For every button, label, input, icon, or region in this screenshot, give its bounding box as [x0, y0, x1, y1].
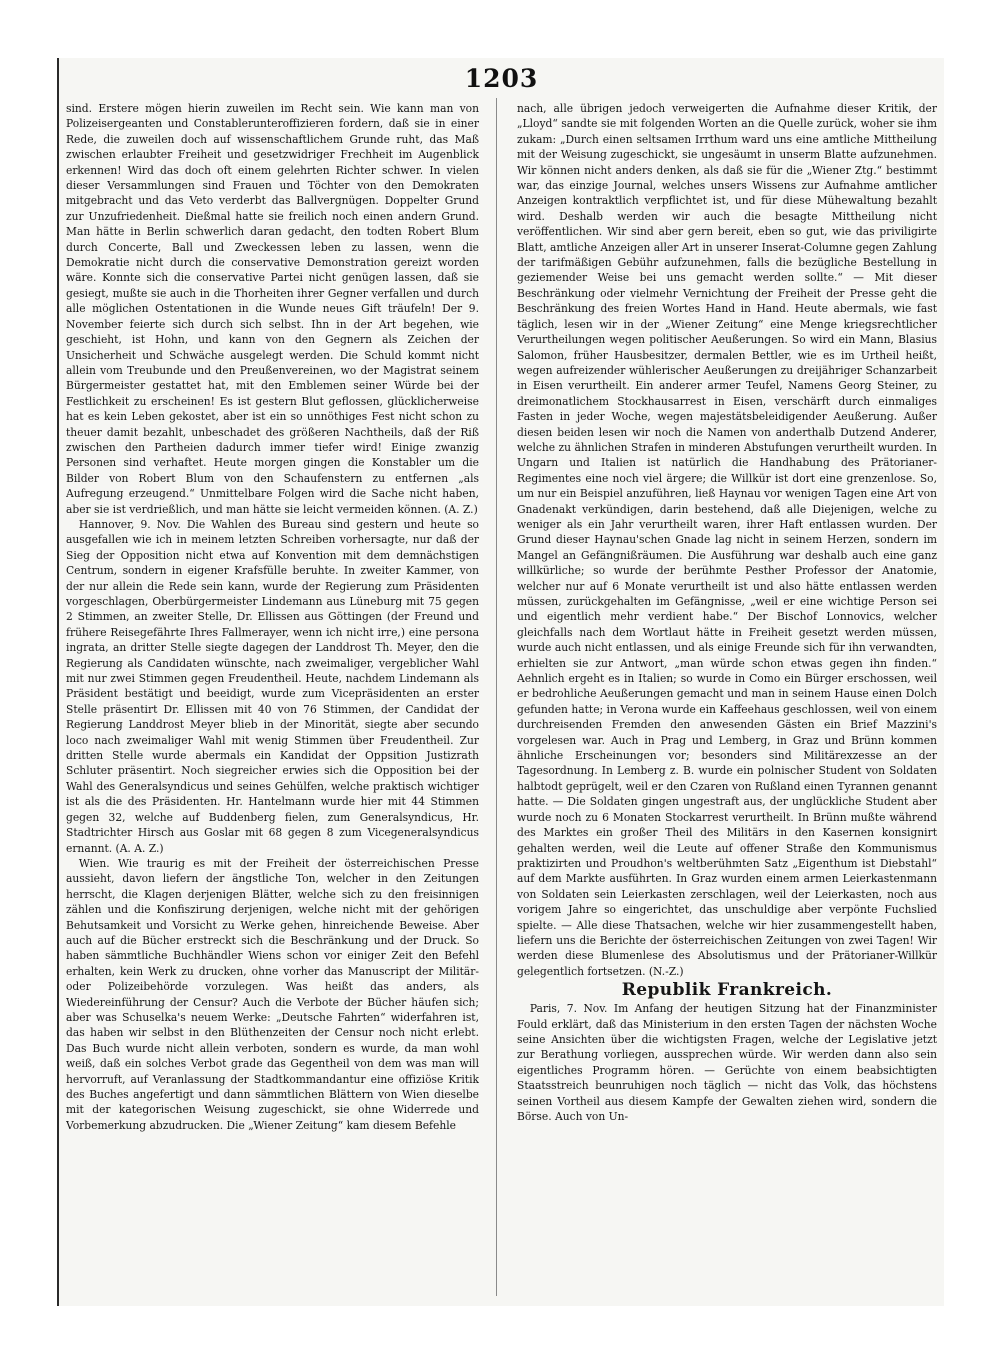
article-hannover: Hannover, 9. Nov. Die Wahlen des Bureau sind gestern und heute so ausgefallen wie ich in meinem letzten Schreiben vorhersagte, nur daß der Sieg der Opposition nicht etwa auf Konvention mit dem demnächstigen Centrum, sondern in eigener Krafsfülle beruhte. In zweiter Kammer, von der nur allein die Rede sein kann, wurde der Regierung zum Präsidenten vorgeschlagen, Oberbürgermeister Lindemann aus Lüneburg mit 75 gegen 2 Stimmen, an zweiter Stelle, Dr. Ellissen aus Göttingen (der Freund und frühere Reisegefährte Ihres Fallmerayer, wenn ich nicht irre,) eine persona ingrata, an dritter Stelle siegte dagegen der Landdrost Th. Meyer, den die Regierung als Candidaten wünschte, nach zweimaliger, vergeblicher Wahl mit nur zwei Stimmen gegen Freudentheil. Heute, nachdem Lindemann als Präsident bestätigt und beeidigt, wurde zum Vicepräsidenten an erster Stelle präsentirt Dr. Ellissen mit 40 von 76 Stimmen, der Candidat der Regierung Landdrost Meyer blieb in der Minorität, siegte aber secundo loco nach zweimaliger Wahl mit wenig Stimmen über Freudentheil. Zur dritten Stelle wurde abermals ein Kandidat der Oppsition Justizrath Schluter präsentirt. Noch siegreicher erwies sich die Opposition bei der Wahl des Generalsyndicus und seines Gehülfen, welche praktisch wichtiger ist als die des Präsidenten. Hr. Hantelmann wurde hier mit 44 Stimmen gegen 32, welche auf Buddenberg fielen, zum Generalsyndicus, Hr. Stadtrichter Hirsch aus Goslar mit 68 gegen 8 zum Vicegeneralsyndicus ernannt. (A. A. Z.): [66, 517, 479, 855]
newspaper-page: [57, 58, 944, 1306]
article-wien: Wien. Wie traurig es mit der Freiheit der österreichischen Presse aussieht, davon liefern der ängstliche Ton, welcher in den Zeitungen herrscht, die Klagen derjenigen Blätter, welche sich zu den freisinnigen zählen und die Konfiszirung derjenigen, welche nicht mit der gehörigen Behutsamkeit und Vorsicht zu Werke gehen, hinreichende Beweise. Aber auch auf die Bücher erstreckt sich die Beschränkung und der Druck. So haben sämmtliche Buchhändler Wiens schon vor einiger Zeit den Befehl erhalten, kein Werk zu drucken, ohne vorher das Manuscript der Militär- oder Polizeibehörde vorzulegen. Was heißt das anders, als Wiedereinführung der Censur? Auch die Verbote der Bücher häufen sich; aber was Schuselka's neuem Werke: „Deutsche Fahrten“ widerfahren ist, das haben wir selbst in den Blüthenzeiten der Censur noch nicht erlebt. Das Buch wurde nicht allein verboten, sondern es wurde, da man wohl weiß, daß ein solches Verbot grade das Gegentheil von dem was man will hervorruft, auf Veranlassung der Stadtkommandantur eine offiziöse Kritik des Buches angefertigt und dann sämmtlichen Blättern von Wien dieselbe mit der kategorischen Weisung zugeschickt, sie ohne Widerrede und Vorbemerkung abzudrucken. Die „Wiener Zeitung“ kam diesem Befehle: [66, 856, 479, 1132]
article-wien-continuation: nach, alle übrigen jedoch verweigerten die Aufnahme dieser Kritik, der „Lloyd“ sandte sie mit folgenden Worten an die Quelle zurück, woher sie ihm zukam: „Durch einen seltsamen Irrthum ward uns eine amtliche Mittheilung mit der Weisung zugeschickt, sie ungesäumt in unserm Blatte aufzunehmen. Wir können nicht anders denken, als daß sie für die „Wiener Ztg.“ bestimmt war, das einzige Journal, welches unsers Wissens zur Aufnahme amtlicher Anzeigen kontraktlich verpflichtet ist, und für diese Mühewaltung bezahlt wird. Deshalb werden wir auch die besagte Mittheilung nicht veröffentlichen. Wir sind aber gern bereit, eben so gut, wie das priviligirte Blatt, amtliche Anzeigen aller Art in unserer Inserat-Columne gegen Zahlung der tarifmäßigen Gebühr aufzunehmen, falls die bezügliche Bestellung in geziemender Weise bei uns gemacht werden sollte.“ — Mit dieser Beschränkung oder vielmehr Vernichtung der Freiheit der Presse geht die Beschränkung des freien Wortes Hand in Hand. Heute abermals, wie fast täglich, lesen wir in der „Wiener Zeitung“ eine Menge kriegsrechtlicher Verurtheilungen wegen politischer Aeußerungen. So wird ein Mann, Blasius Salomon, früher Hausbesitzer, dermalen Bettler, wie es im Urtheil heißt, wegen aufreizender wühlerischer Aeußerungen zu dreijähriger Schanzarbeit in Eisen verurtheilt. Ein anderer armer Teufel, Namens Georg Steiner, zu dreimonatlichem Stockhausarrest in Eisen, verschärft durch einmaliges Fasten in jeder Woche, wegen majestätsbeleidigender Aeußerung. Außer diesen beiden lesen wir noch die Namen von anderthalb Dutzend Anderer, welche zu ähnlichen Strafen in minderen Abstufungen verurtheilt wurden. In Ungarn und Italien ist natürlich die Handhabung des Prätorianer-Regimentes eine noch viel ärgere; die Willkür ist dort eine grenzenlose. So, um nur ein Beispiel anzuführen, ließ Haynau vor wenigen Tagen eine Art von Gnadenakt verkündigen, darin bestehend, daß alle Diejenigen, welche zu weniger als ein Jahr verurtheilt waren, ihrer Haft entlassen wurden. Der Grund dieser Haynau'schen Gnade lag nicht in seinem Herzen, sondern im Mangel an Gefängnißräumen. Die Ausführung war deshalb auch eine ganz willkürliche; so wurde der berühmte Pesther Professor der Anatomie, welcher nur auf 6 Monate verurtheilt ist und also hätte entlassen werden müssen, zurückgehalten im Gefängnisse, „weil er eine wichtige Person sei und eigentlich mehr verdient habe.“ Der Bischof Lonnovics, welcher gleichfalls nach dem Wortlaut hätte in Freiheit gesetzt werden müssen, wurde auch nicht entlassen, und als einige Freunde sich für ihn verwandten, erhielten sie zur Antwort, „man würde schon etwas gegen ihn finden.“ Aehnlich ergeht es in Italien; so wurde in Como ein Bürger erschossen, weil er bedrohliche Aeußerungen gemacht und man in seinem Hause einen Dolch gefunden hatte; in Verona wurde ein Kaffeehaus geschlossen, weil von einem durchreisenden Fremden den anwesenden Gästen ein Brief Mazzini's vorgelesen war. Auch in Prag und Lemberg, in Graz und Brünn kommen ähnliche Erscheinungen vor; besonders sind Militärexzesse an der Tagesordnung. In Lemberg z. B. wurde ein polnischer Student von Soldaten halbtodt geprügelt, weil er den Czaren von Rußland einen Tyrannen genannt hatte. — Die Soldaten gingen ungestraft aus, der unglückliche Student aber wurde noch zu 6 Monaten Stockarrest verurtheilt. In Brünn mußte während des Marktes ein großer Theil des Militärs in den Kasernen konsignirt gehalten werden, weil die Leute auf offener Straße den Kommunismus praktizirten und Proudhon's weltberühmten Satz „Eigenthum ist Diebstahl“ auf dem Markte ausführten. In Graz wurden einem armen Leierkastenmann von Soldaten sein Leierkasten zerschlagen, weil der Leierkasten, noch aus vorigem Jahre so eingerichtet, das unschuldige aber verpönte Fuchslied spielte. — Alle diese Thatsachen, welche wir hier zusammengestellt haben, liefern uns die Berichte der österreichischen Zeitungen von zwei Tagen! Wir werden diese Blumenlese des Absolutismus und der Prätorianer-Willkür gelegentlich fortsetzen. (N.-Z.): [517, 102, 937, 978]
article-berlin-continuation: sind. Erstere mögen hierin zuweilen im Recht sein. Wie kann man von Polizeisergeanten und Constablerunteroffizieren fordern, daß sie in einer Rede, die zuweilen doch auf wissenschaftlichem Grunde ruht, das Maß zwischen erlaubter Freiheit und gesetzwidriger Frechheit im Augenblick erkennen! Wird das doch oft einem gelehrten Richter schwer. In vielen dieser Versammlungen sind Frauen und Töchter von den Demokraten mitgebracht und das Veto verderbt das Ballvergnügen. Doppelter Grund zur Unzufriedenheit. Dießmal hatte sie freilich noch einen andern Grund. Man hätte in Berlin schwerlich daran gedacht, den todten Robert Blum durch Concerte, Ball und Zweckessen leben zu lassen, wenn die Demokratie nicht durch die conservative Demonstration gereizt worden wäre. Konnte sich die conservative Partei nicht genügen lassen, daß sie gesiegt, mußte sie auch in die Thorheiten ihrer Gegner verfallen und durch alle möglichen Ostentationen in die Wunde neues Gift träufeln! Der 9. November feierte sich durch sich selbst. Ihn in der Art begehen, wie geschieht, ist Hohn, und kann von den Gegnern als Zeichen der Unsicherheit und Schwäche ausgelegt werden. Die Schuld kommt nicht allein vom Treubunde und den Preußenvereinen, wo der Magistrat seinem Bürgermeister gestattet hat, mit den Emblemen seiner Würde bei der Festlichkeit zu erscheinen! Es ist gestern Blut geflossen, glücklicherweise hat es kein Leben gekostet, aber ist ein so unnöthiges Fest nicht schon zu theuer damit bezahlt, unbeschadet des größeren Nachtheils, daß der Riß zwischen den Partheien dadurch immer tiefer wird! Einige zwanzig Personen sind verhaftet. Heute morgen gingen die Konstabler um die Bilder von Robert Blum von den Schaufenstern zu entfernen „als Aufregung erzeugend.“ Unmittelbare Folgen wird die Sache nicht haben, aber sie ist verdrießlich, und man hätte sie leicht vermeiden können. (A. Z.): [66, 102, 479, 516]
section-heading-frankreich: Republik Frankreich.: [621, 980, 833, 1001]
article-paris: Paris, 7. Nov. Im Anfang der heutigen Sitzung hat der Finanzminister Fould erklärt, daß das Ministerium in den ersten Tagen der nächsten Woche seine Ansichten über die wichtigsten Fragen, welche der Legislative jetzt zur Berathung vorliegen, aussprechen würde. Wir werden dann also sein eigentliches Programm hören. — Gerüchte von einem beabsichtigten Staatsstreich beunruhigen noch täglich — nicht das Volk, das höchstens seinen Vortheil aus diesem Kampfe der Gewalten ziehen wird, sondern die Börse. Auch von Un-: [517, 1002, 937, 1123]
right-column: [517, 101, 937, 1298]
page-number: 1203: [464, 64, 539, 93]
left-column: [66, 101, 479, 1298]
column-divider: [496, 98, 497, 1296]
